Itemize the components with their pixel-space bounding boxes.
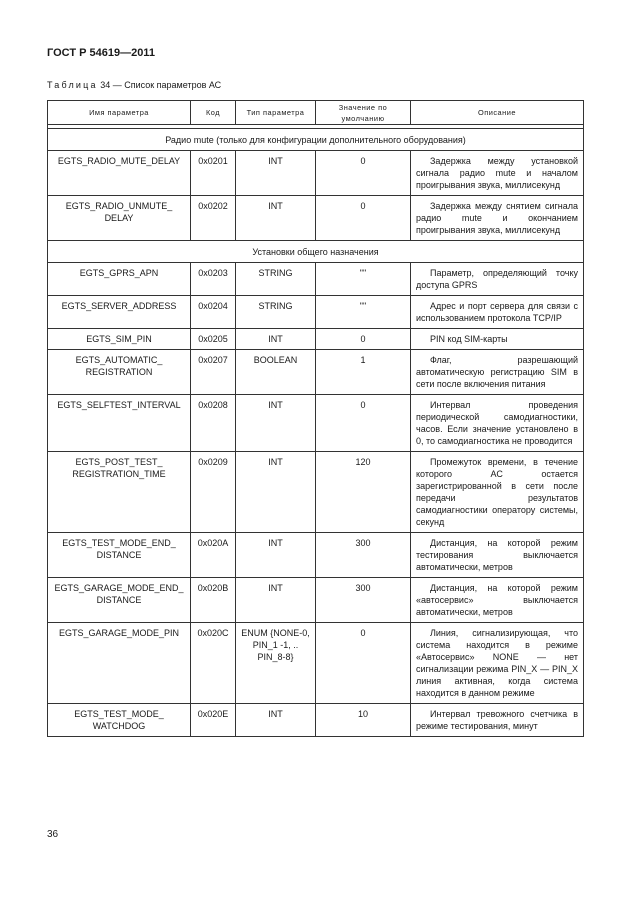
- param-type-cell: STRING: [236, 263, 316, 296]
- section-row: [48, 241, 584, 263]
- param-description-cell: Задержка между снятием сигнала радио mute и окончанием проигрывания звука, миллисекунд: [411, 196, 584, 241]
- param-code-cell: 0x0209: [191, 452, 236, 533]
- document-header: ГОСТ Р 54619—2011: [47, 47, 155, 59]
- param-type-cell: INT: [236, 452, 316, 533]
- param-type-cell: INT: [236, 329, 316, 350]
- param-code-cell: 0x0205: [191, 329, 236, 350]
- header-default: Значение по умолчанию: [316, 101, 411, 125]
- param-code-cell: 0x0201: [191, 151, 236, 196]
- param-name-cell: EGTS_RADIO_UNMUTE_ DELAY: [48, 196, 191, 241]
- param-default-cell: 300: [316, 533, 411, 578]
- section-title: Радио mute (только для конфигурации дополнительного оборудования): [48, 129, 584, 151]
- section-row: [48, 129, 584, 151]
- param-name-cell: EGTS_SELFTEST_INTERVAL: [48, 395, 191, 452]
- param-type-cell: INT: [236, 395, 316, 452]
- table-row: [48, 196, 584, 241]
- param-default-cell: "": [316, 296, 411, 329]
- table-row: [48, 329, 584, 350]
- param-description-cell: Адрес и порт сервера для связи с использованием протокола TCP/IP: [411, 296, 584, 329]
- param-description-cell: Флаг, разрешающий автоматическую регистрацию SIM в сети после включения питания: [411, 350, 584, 395]
- table-row: [48, 533, 584, 578]
- param-code-cell: 0x020C: [191, 623, 236, 704]
- param-description-cell: Линия, сигнализирующая, что система находится в режиме «Автосервис» NONE — нет сигнализации режима PIN_X — PIN_X линия активная, когда система находится в данном режиме: [411, 623, 584, 704]
- param-default-cell: 0: [316, 329, 411, 350]
- param-type-cell: STRING: [236, 296, 316, 329]
- table-row: [48, 704, 584, 737]
- param-name-cell: EGTS_SERVER_ADDRESS: [48, 296, 191, 329]
- param-default-cell: "": [316, 263, 411, 296]
- param-type-cell: INT: [236, 151, 316, 196]
- param-default-cell: 0: [316, 196, 411, 241]
- param-code-cell: 0x020A: [191, 533, 236, 578]
- param-name-cell: EGTS_GPRS_APN: [48, 263, 191, 296]
- param-name-cell: EGTS_RADIO_MUTE_DELAY: [48, 151, 191, 196]
- table-header-row: [48, 101, 584, 125]
- param-default-cell: 10: [316, 704, 411, 737]
- table-row: [48, 263, 584, 296]
- param-code-cell: 0x0208: [191, 395, 236, 452]
- param-description-cell: Дистанция, на которой режим тестирования выключается автоматически, метров: [411, 533, 584, 578]
- param-name-cell: EGTS_AUTOMATIC_ REGISTRATION: [48, 350, 191, 395]
- param-type-cell: INT: [236, 578, 316, 623]
- param-description-cell: Задержка между установкой сигнала радио mute и началом проигрывания звука, миллисекунд: [411, 151, 584, 196]
- header-code: Код: [191, 101, 236, 125]
- param-description-cell: Дистанция, на которой режим «автосервис» выключается автоматически, метров: [411, 578, 584, 623]
- param-name-cell: EGTS_TEST_MODE_END_ DISTANCE: [48, 533, 191, 578]
- param-code-cell: 0x0203: [191, 263, 236, 296]
- param-type-cell: BOOLEAN: [236, 350, 316, 395]
- param-default-cell: 120: [316, 452, 411, 533]
- header-type: Тип параметра: [236, 101, 316, 125]
- caption-text: 34 — Список параметров АС: [97, 80, 222, 90]
- param-name-cell: EGTS_POST_TEST_ REGISTRATION_TIME: [48, 452, 191, 533]
- param-description-cell: Промежуток времени, в течение которого АС остается зарегистрированной в сети после передачи результатов самодиагностики оператору системы, секунд: [411, 452, 584, 533]
- section-title: Установки общего назначения: [48, 241, 584, 263]
- table-row: [48, 151, 584, 196]
- table-row: [48, 623, 584, 704]
- table-body: [48, 125, 584, 737]
- param-type-cell: INT: [236, 533, 316, 578]
- table-row: [48, 452, 584, 533]
- param-name-cell: EGTS_GARAGE_MODE_END_ DISTANCE: [48, 578, 191, 623]
- param-code-cell: 0x020E: [191, 704, 236, 737]
- param-default-cell: 0: [316, 623, 411, 704]
- param-description-cell: Интервал проведения периодической самодиагностики, часов. Если значение установлено в 0, то самодиагностика не проводится: [411, 395, 584, 452]
- param-type-cell: INT: [236, 704, 316, 737]
- table-caption: [47, 80, 221, 90]
- param-default-cell: 0: [316, 151, 411, 196]
- header-name: Имя параметра: [48, 101, 191, 125]
- param-default-cell: 0: [316, 395, 411, 452]
- caption-word: Таблица: [47, 80, 98, 90]
- param-code-cell: 0x0202: [191, 196, 236, 241]
- table-row: [48, 578, 584, 623]
- param-description-cell: Интервал тревожного счетчика в режиме тестирования, минут: [411, 704, 584, 737]
- param-type-cell: INT: [236, 196, 316, 241]
- param-name-cell: EGTS_TEST_MODE_ WATCHDOG: [48, 704, 191, 737]
- param-code-cell: 0x0204: [191, 296, 236, 329]
- param-name-cell: EGTS_GARAGE_MODE_PIN: [48, 623, 191, 704]
- table-row: [48, 350, 584, 395]
- param-type-cell: ENUM {NONE-0, PIN_1 -1, .. PIN_8-8}: [236, 623, 316, 704]
- param-description-cell: PIN код SIM-карты: [411, 329, 584, 350]
- table-row: [48, 395, 584, 452]
- param-code-cell: 0x0207: [191, 350, 236, 395]
- param-description-cell: Параметр, определяющий точку доступа GPRS: [411, 263, 584, 296]
- parameters-table: [47, 100, 584, 737]
- page-number: 36: [47, 829, 59, 840]
- table-row: [48, 296, 584, 329]
- param-default-cell: 300: [316, 578, 411, 623]
- param-name-cell: EGTS_SIM_PIN: [48, 329, 191, 350]
- header-description: Описание: [411, 101, 584, 125]
- param-code-cell: 0x020B: [191, 578, 236, 623]
- param-default-cell: 1: [316, 350, 411, 395]
